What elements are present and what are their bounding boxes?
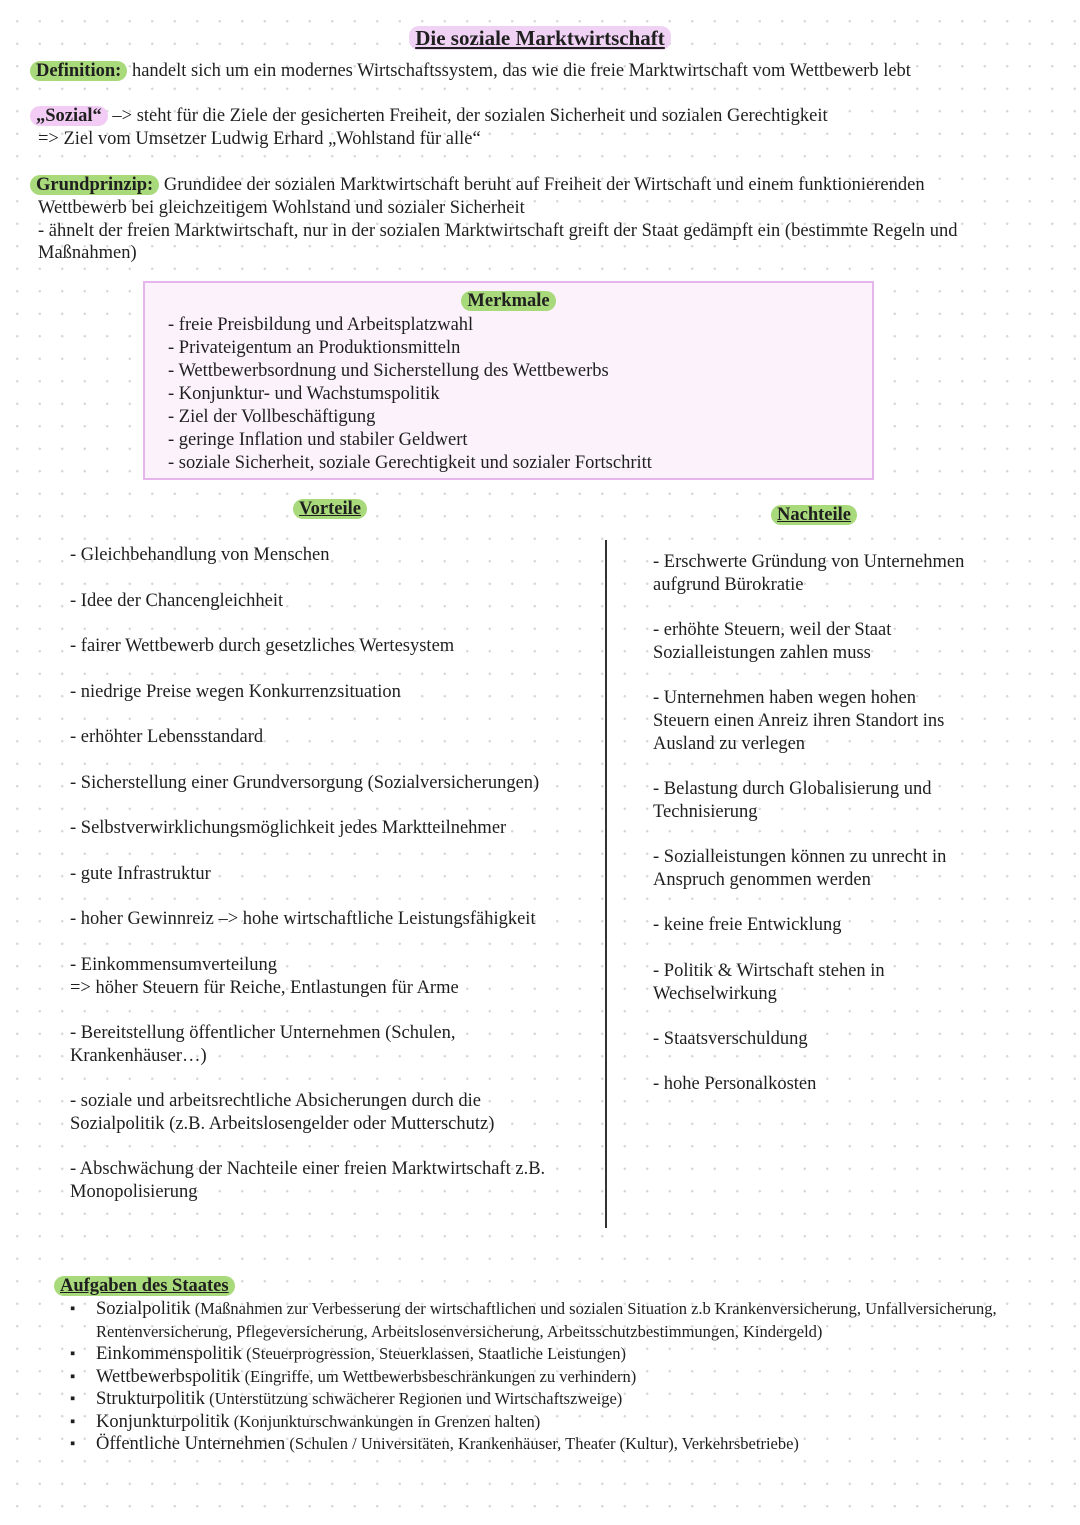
grundprinzip-line: [30, 174, 925, 197]
vorteil-item: - soziale und arbeitsrechtliche Absicherungen durch die Sozialpolitik (z.B. Arbeitslosengelder oder Mutterschutz): [70, 1091, 495, 1134]
vorteil-item: - Einkommensumverteilung => höher Steuern für Reiche, Entlastungen für Arme: [70, 955, 459, 998]
aufgabe-item: [70, 1343, 1060, 1366]
nachteil-item: - Belastung durch Globalisierung und Technisierung: [653, 779, 932, 822]
merkmal-item: - freie Preisbildung und Arbeitsplatzwahl: [168, 315, 474, 335]
nachteil-item: - Politik & Wirtschaft stehen in Wechselwirkung: [653, 961, 885, 1004]
definition-text: handelt sich um ein modernes Wirtschaftssystem, das wie die freie Marktwirtschaft vom Wettbewerb lebt: [127, 61, 911, 81]
aufgabe-item: [70, 1411, 1060, 1434]
aufgabe-desc: (Schulen / Universitäten, Krankenhäuser, Theater (Kultur), Verkehrsbetriebe): [285, 1434, 799, 1453]
nachteile-title: Nachteile: [771, 505, 857, 525]
nachteil-item: - erhöhte Steuern, weil der Staat Sozialleistungen zahlen muss: [653, 620, 892, 663]
merkmale-list: [168, 314, 652, 475]
aufgabe-name: Einkommenspolitik: [96, 1344, 242, 1364]
nachteil-item: - Unternehmen haben wegen hohen Steuern einen Anreiz ihren Standort ins Ausland zu verlegen: [653, 688, 945, 754]
column-divider: [605, 540, 607, 1228]
grundprinzip-line-3: - ähnelt der freien Marktwirtschaft, nur in der sozialen Marktwirtschaft greift der Staat gedämpft ein (bestimmte Regeln und: [38, 221, 958, 241]
grundprinzip-label: Grundprinzip:: [30, 175, 159, 195]
nachteil-item: - Erschwerte Gründung von Unternehmen aufgrund Bürokratie: [653, 552, 965, 595]
aufgabe-name: Öffentliche Unternehmen: [96, 1434, 286, 1454]
aufgabe-item: [70, 1298, 1060, 1343]
definition-label: Definition:: [30, 61, 127, 81]
merkmale-heading: [145, 291, 872, 312]
nachteile-heading: [771, 505, 857, 526]
vorteile-heading: [293, 499, 367, 520]
merkmal-item: - geringe Inflation und stabiler Geldwert: [168, 430, 468, 450]
aufgabe-name: Strukturpolitik: [96, 1389, 205, 1409]
grundprinzip-line-4: Maßnahmen): [38, 243, 137, 263]
vorteil-item: - erhöhter Lebensstandard: [70, 727, 264, 747]
sozial-line-2: => Ziel vom Umsetzer Ludwig Erhard „Wohlstand für alle“: [38, 129, 481, 149]
nachteil-item: - hohe Personalkosten: [653, 1074, 817, 1094]
grundprinzip-text: Grundidee der sozialen Marktwirtschaft beruht auf Freiheit der Wirtschaft und einem funktionierenden: [159, 175, 925, 195]
aufgabe-desc: (Eingriffe, um Wettbewerbsbeschränkungen zu verhindern): [240, 1366, 637, 1386]
merkmal-item: - Ziel der Vollbeschäftigung: [168, 407, 376, 427]
aufgabe-desc: (Maßnahmen zur Verbesserung der wirtschaftlichen und sozialen Situation z.b Krankenversicherung, Unfallversicherung, Rentenversicherung, Pflegeversicherung, Arbeitslosenversicherung, Arbeitsschutzbestimmungen, Kindergeld): [96, 1299, 997, 1341]
nachteil-item: - Staatsverschuldung: [653, 1029, 808, 1049]
aufgabe-desc: (Steuerprogression, Steuerklassen, Staatliche Leistungen): [241, 1344, 626, 1363]
aufgabe-desc: (Unterstützung schwächerer Regionen und Wirtschaftszweige): [204, 1389, 623, 1408]
vorteile-title: Vorteile: [293, 499, 367, 519]
title-text: Die soziale Marktwirtschaft: [409, 26, 671, 50]
vorteil-item: - Idee der Chancengleichheit: [70, 591, 284, 611]
vorteil-item: - Selbstverwirklichungsmöglichkeit jedes Marktteilnehmer: [70, 818, 507, 838]
definition-line: [30, 60, 911, 83]
sozial-text: –> steht für die Ziele der gesicherten Freiheit, der sozialen Sicherheit und sozialen Gerechtigkeit: [107, 106, 828, 126]
vorteil-item: - fairer Wettbewerb durch gesetzliches Wertesystem: [70, 636, 455, 656]
vorteil-item: - Gleichbehandlung von Menschen: [70, 545, 330, 565]
grundprinzip-line-2: Wettbewerb bei gleichzeitigem Wohlstand und sozialer Sicherheit: [38, 198, 525, 218]
nachteil-item: - keine freie Entwicklung: [653, 915, 842, 935]
aufgaben-list: [70, 1298, 1060, 1456]
vorteil-item: - Sicherstellung einer Grundversorgung (Sozialversicherungen): [70, 773, 540, 793]
aufgabe-item: [70, 1433, 1060, 1456]
aufgabe-item: [70, 1366, 1060, 1389]
vorteil-item: - niedrige Preise wegen Konkurrenzsituation: [70, 682, 401, 702]
merkmal-item: - Privateigentum an Produktionsmitteln: [168, 338, 461, 358]
sozial-label: „Sozial“: [30, 106, 108, 126]
aufgaben-title: Aufgaben des Staates: [54, 1276, 235, 1296]
aufgabe-name: Konjunkturpolitik: [96, 1411, 230, 1432]
merkmal-item: - soziale Sicherheit, soziale Gerechtigkeit und sozialer Fortschritt: [168, 453, 652, 473]
aufgabe-item: [70, 1388, 1060, 1411]
nachteil-item: - Sozialleistungen können zu unrecht in Anspruch genommen werden: [653, 847, 947, 890]
merkmale-title: Merkmale: [461, 291, 555, 311]
merkmal-item: - Wettbewerbsordnung und Sicherstellung des Wettbewerbs: [168, 361, 609, 381]
aufgaben-heading: [54, 1276, 235, 1297]
aufgabe-name: Wettbewerbspolitik: [96, 1366, 241, 1387]
vorteil-item: - hoher Gewinnreiz –> hohe wirtschaftliche Leistungsfähigkeit: [70, 909, 536, 929]
aufgabe-name: Sozialpolitik: [96, 1299, 191, 1319]
merkmal-item: - Konjunktur- und Wachstumspolitik: [168, 384, 440, 404]
vorteil-item: - Abschwächung der Nachteile einer freien Marktwirtschaft z.B. Monopolisierung: [70, 1159, 546, 1202]
page-title: [0, 26, 1080, 51]
merkmale-box: [143, 281, 874, 480]
vorteil-item: - gute Infrastruktur: [70, 864, 211, 884]
vorteil-item: - Bereitstellung öffentlicher Unternehmen (Schulen, Krankenhäuser…): [70, 1023, 456, 1066]
aufgabe-desc: (Konjunkturschwankungen in Grenzen halten): [229, 1411, 541, 1431]
sozial-line: [30, 105, 828, 128]
